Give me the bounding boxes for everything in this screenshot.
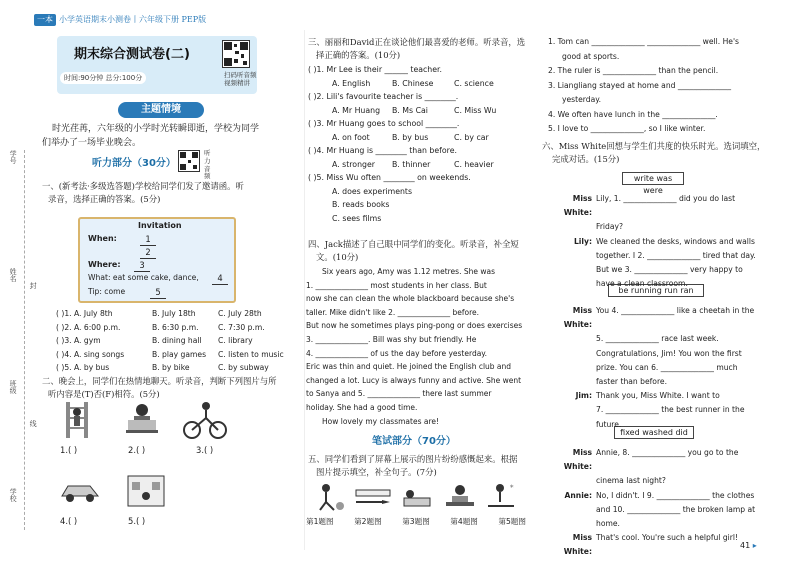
word-box-2: be running run ran bbox=[608, 284, 704, 297]
invite-blank-3[interactable]: 3 bbox=[134, 259, 150, 272]
q3-question[interactable]: ( )1. Mr Lee is their ______ teacher. bbox=[308, 65, 443, 74]
q3-items: ( )1. Mr Lee is their ______ teacher. A. English B. Chinese C. science ( )2. Lili's favourite teacher is ________. A. Mr Huang B. Ms Cai C. Miss Wu ( )3. Mr Huang goes to school ________. A. on foot B. by bus C. by car ( )4. Mr Huang is ________ than before. A. stronger B. thinner C. heavier ( )5. Miss Wu often ________ on weekends. A. does experiments B. reads books C. sees films bbox=[308, 63, 528, 225]
q1-title-2: 录音，选择正确的答案。(5分) bbox=[48, 194, 161, 204]
invite-when: When: bbox=[88, 234, 117, 243]
q5-title-2: 图片提示填空，补全句子。(7分) bbox=[316, 467, 437, 477]
dialog-line[interactable]: Lily, 1. ______________ did you do last bbox=[596, 194, 736, 203]
q3-title-2: 择正确的答案。(10分) bbox=[316, 50, 401, 60]
invitation-title: Invitation bbox=[138, 221, 182, 230]
q5-sentence[interactable]: 5. I love to ______________, so I like winter. bbox=[548, 124, 706, 133]
invite-blank-4[interactable]: 4 bbox=[212, 272, 228, 285]
page-number: 41 ▸ bbox=[740, 541, 757, 550]
invite-blank-1[interactable]: 1 bbox=[140, 233, 156, 246]
dialog-line[interactable]: 5. ______________ race last week. bbox=[596, 334, 719, 344]
q5-picture-1 bbox=[312, 482, 348, 512]
q1-row[interactable]: ( )4. A. sing songs B. play games C. listen to music bbox=[56, 349, 284, 359]
q2-picture-climbing bbox=[58, 400, 98, 440]
q6-title: 六、Miss White回想与学生们共度的快乐时光。选词填空， bbox=[542, 141, 766, 151]
gutter-line: 线 bbox=[29, 420, 38, 427]
q2-label-5[interactable]: 5.( ) bbox=[128, 516, 146, 526]
q5-label: 第3题图 bbox=[402, 517, 430, 526]
dialog-line[interactable]: No, I didn't. I 9. ______________ the clothes bbox=[596, 490, 755, 500]
invite-what: What: eat some cake, dance, bbox=[88, 273, 199, 282]
exam-info: 时间:90分钟 总分:100分 bbox=[60, 72, 146, 84]
gutter-name: 姓名 bbox=[9, 268, 18, 282]
q2-label-2[interactable]: 2.( ) bbox=[128, 445, 146, 455]
q5-picture-5 bbox=[484, 482, 518, 510]
q5-picture-3 bbox=[400, 484, 434, 510]
q3-question[interactable]: ( )3. Mr Huang goes to school ________. bbox=[308, 119, 460, 128]
writing-heading: 笔试部分（70分） bbox=[372, 436, 456, 447]
dialog-line[interactable]: 7. ______________ the best runner in the bbox=[596, 405, 745, 415]
q6-dialog-b: Miss White: You 4. ______________ like a cheetah in the 5. ______________ race last week. Congratulations, Jim! You won the first prize. You can 6. ______________ much faster than before. Jim: Thank you, Miss White. I want to 7. ______________ the best runner in the future. bbox=[563, 306, 755, 429]
q4-title-2: 文。(10分) bbox=[316, 252, 359, 262]
binding-line bbox=[24, 150, 25, 530]
q1-title: 一、(新考法·多级选答题)学校给同学们发了邀请函。听 bbox=[42, 181, 244, 191]
q5-picture-2 bbox=[354, 488, 394, 508]
q1-row[interactable]: ( )2. A. 6:00 p.m. B. 6:30 p.m. C. 7:30 p.m. bbox=[56, 322, 265, 332]
q2-picture-cycling bbox=[182, 400, 228, 440]
theme-banner: 主题情境 bbox=[118, 102, 204, 118]
q3-question[interactable]: ( )5. Miss Wu often ________ on weekends. bbox=[308, 173, 471, 182]
q5-label: 第1题图 bbox=[306, 517, 334, 526]
theme-intro-1: 时光荏苒，六年级的小学时光转瞬即逝，学校为同学 bbox=[52, 124, 260, 134]
q2-title: 二、晚会上，同学们在热情地聊天。听录音，判断下列图片与所 bbox=[42, 376, 277, 386]
q5-label: 第4题图 bbox=[450, 517, 478, 526]
q5-sentence[interactable]: 3. Liangliang stayed at home and ______________ bbox=[548, 80, 732, 90]
q2-label-1[interactable]: 1.( ) bbox=[60, 445, 78, 455]
q4-passage: Six years ago, Amy was 1.12 metres. She was 1. ______________ most students in her class. But now she can clean the whole blackboard because she's taller. Mike didn't like 2. ______________ before. But now he sometimes plays ping-pong or does exercises 3. ______________. Bill was shy but friendly. He 4. ______________ of us the day before yesterday. Eric was thin and quiet. He joined the English club and changed a lot. Lucy is always funny and active. She went to Sanya and 5. ______________ there last summer holiday. She had a good time. How lovely my classmates are! bbox=[306, 267, 523, 426]
dialog-line[interactable]: and 10. ______________ the broken lamp at bbox=[596, 504, 756, 514]
gutter-seal: 封 bbox=[29, 282, 38, 289]
q5-sentence[interactable]: 2. The ruler is ______________ than the pencil. bbox=[548, 66, 719, 75]
q3-question[interactable]: ( )2. Lili's favourite teacher is ________. bbox=[308, 92, 459, 101]
q6-title-2: 完成对话。(15分) bbox=[552, 154, 620, 164]
q5-title: 五、同学们看到了屏幕上展示的图片纷纷感慨起来。根据 bbox=[308, 454, 518, 464]
q6-dialog-c: Miss White: Annie, 8. ______________ you go to the cinema last night? Annie: No, I didn't. I 9. ______________ the clothes and 10. ______________ the broken lamp at home. Miss White: That's cool. You're such a helpful girl! bbox=[563, 448, 756, 557]
dialog-line[interactable]: You 4. ______________ like a cheetah in the bbox=[596, 306, 755, 315]
q3-title: 三、丽丽和David正在谈论他们最喜爱的老师。听录音，选 bbox=[308, 37, 526, 47]
q6-dialog-a: Miss White: Lily, 1. ______________ did you do last Friday? Lily: We cleaned the desks, windows and walls together. I 2. ______________ tired that day. But we 3. ______________ very happy to have a clean classroom. bbox=[563, 194, 756, 289]
q5-sentences: 1. Tom can ______________ ______________ well. He's good at sports. 2. The ruler is ______________ than the pencil. 3. Liangliang stayed at home and ______________ yesterday. 4. We often have lunch in the ______________. 5. I love to ______________, so I like winter. bbox=[548, 35, 788, 137]
header-tag: 一本 bbox=[34, 14, 56, 26]
listening-heading: 听力部分（30分） bbox=[92, 158, 176, 169]
header-bar bbox=[34, 14, 206, 28]
word-box-1: wr‌ite was were bbox=[622, 172, 684, 185]
dialog-line[interactable]: together. I 2. ______________ tired that day. bbox=[596, 250, 756, 260]
dialog-line[interactable]: But we 3. ______________ very happy to bbox=[596, 265, 743, 275]
q5-sentence[interactable]: 1. Tom can ______________ ______________ well. He's bbox=[548, 37, 740, 46]
q4-title: 四、Jack描述了自己眼中同学们的变化。听录音，补全短 bbox=[308, 239, 519, 249]
svg-text:*: * bbox=[510, 484, 514, 492]
word-box-3: fixed washed did bbox=[614, 426, 694, 439]
invite-tip: Tip: come bbox=[88, 287, 126, 296]
q5-label: 第2题图 bbox=[354, 517, 382, 526]
q5-picture-labels bbox=[306, 516, 526, 527]
qr-label: 扫码听音频 视频精讲 bbox=[224, 71, 257, 87]
invite-blank-2[interactable]: 2 bbox=[140, 246, 156, 259]
q1-row[interactable]: ( )5. A. by bus B. by bike C. by subway bbox=[56, 363, 269, 373]
page-divider bbox=[304, 30, 305, 550]
q1-options bbox=[56, 307, 296, 375]
gutter-class: 班级 bbox=[9, 380, 18, 394]
invite-blank-5[interactable]: 5 bbox=[150, 286, 166, 299]
q2-picture-car bbox=[58, 476, 102, 506]
q2-title-2: 听内容是(T)否(F)相符。(5分) bbox=[48, 389, 160, 399]
q1-row[interactable]: ( )1. A. July 8th B. July 18th C. July 28th bbox=[56, 309, 262, 318]
q2-picture-reading bbox=[120, 400, 164, 440]
q2-picture-building bbox=[124, 466, 168, 510]
page-title: 期末综合测试卷(二) bbox=[74, 47, 190, 62]
q2-label-3[interactable]: 3.( ) bbox=[196, 445, 214, 455]
dialog-line[interactable]: prize. You can 6. ______________ much bbox=[596, 362, 738, 372]
audio-qr-icon[interactable] bbox=[178, 150, 200, 172]
q5-picture-4 bbox=[442, 482, 478, 510]
q5-sentence[interactable]: 4. We often have lunch in the ______________. bbox=[548, 109, 718, 119]
q2-label-4[interactable]: 4.( ) bbox=[60, 516, 78, 526]
gutter-school-name: 学校 bbox=[9, 488, 18, 502]
q5-label: 第5题图 bbox=[498, 517, 526, 526]
theme-intro-2: 们举办了一场毕业晚会。 bbox=[42, 138, 142, 148]
q3-question[interactable]: ( )4. Mr Huang is ________ than before. bbox=[308, 146, 457, 155]
qr-code-icon[interactable] bbox=[222, 40, 250, 68]
q1-row[interactable]: ( )3. A. gym B. dining hall C. library bbox=[56, 336, 253, 346]
header-text: 小学英语期末小测卷丨六年级下册 PEP版 bbox=[59, 15, 207, 24]
audio-qr-label: 听力音频 bbox=[204, 149, 211, 181]
gutter-school: 学号 bbox=[9, 150, 18, 164]
dialog-line[interactable]: Annie, 8. ______________ you go to the bbox=[596, 448, 739, 457]
invite-where: Where: bbox=[88, 260, 121, 269]
